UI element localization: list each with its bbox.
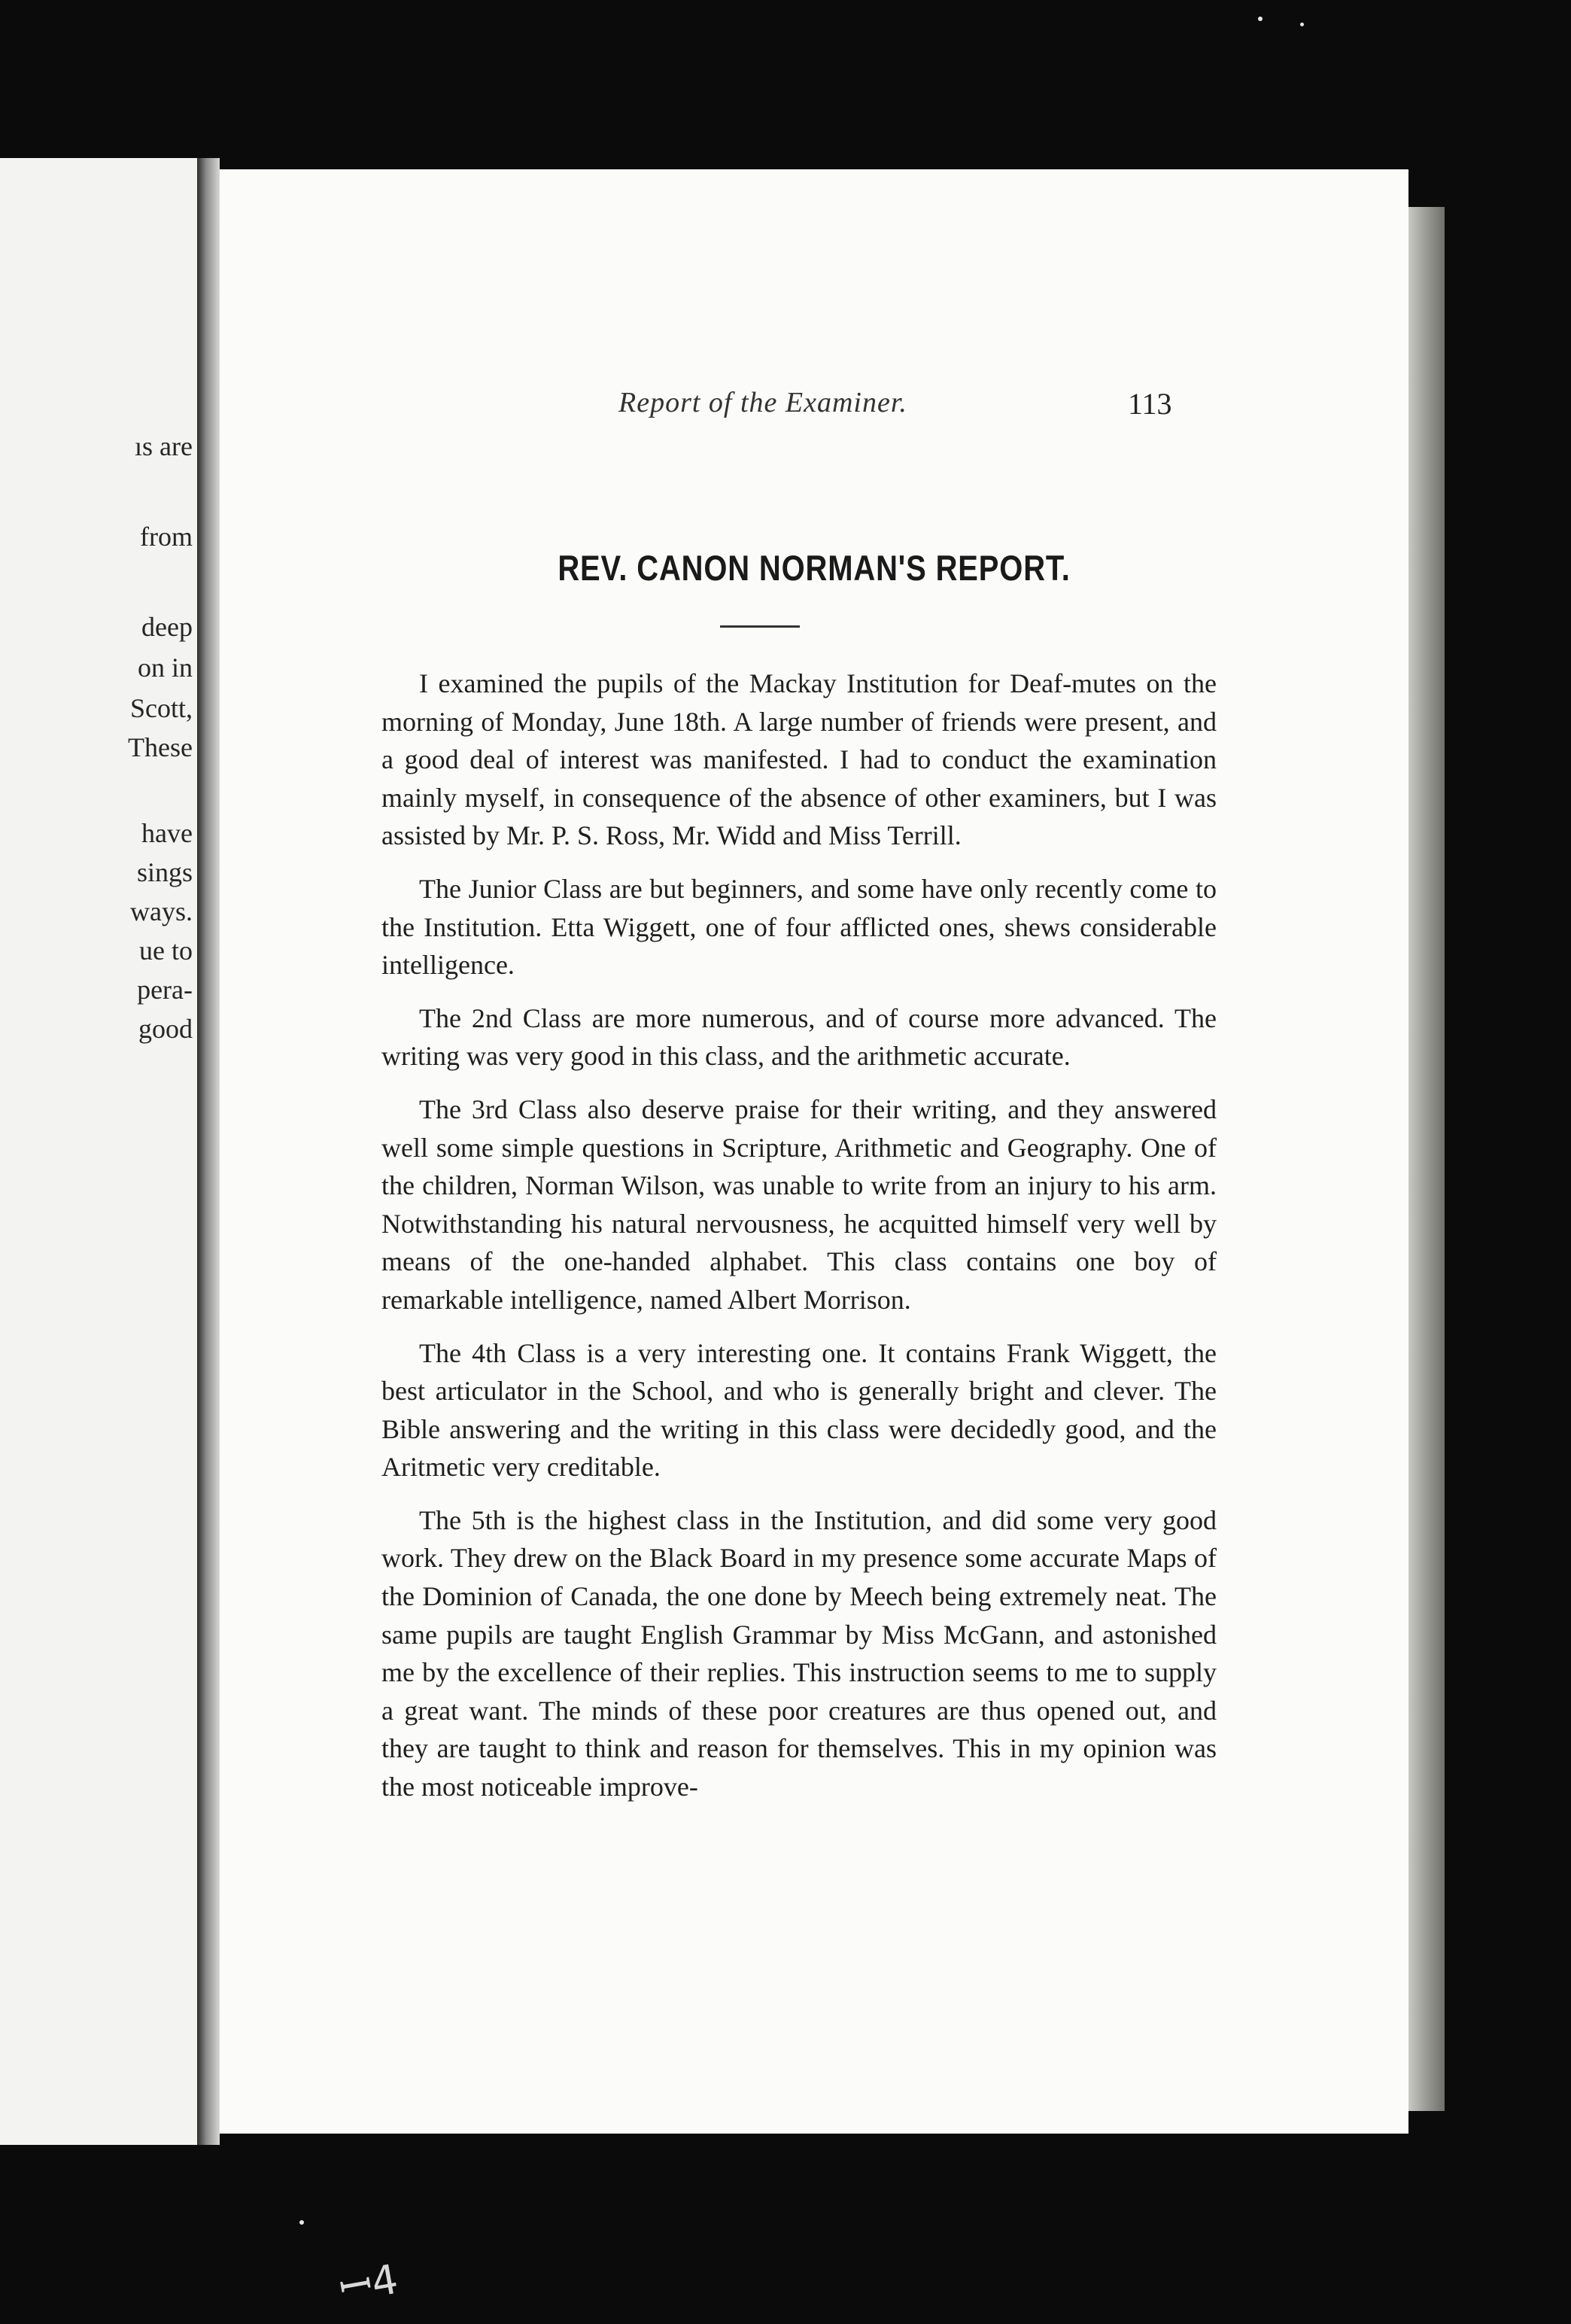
left-line: ue to <box>139 935 193 966</box>
paragraph: The 2nd Class are more numerous, and of course more advanced. The writing was very good in this class, and the arithmetic accurate. <box>381 1002 1217 1072</box>
left-line: sings <box>136 857 193 887</box>
title-rule <box>720 625 800 628</box>
left-line: on in <box>137 652 193 683</box>
running-head: Report of the Examiner. <box>618 387 907 418</box>
left-line: have <box>141 818 193 848</box>
report-body <box>381 665 1217 1821</box>
page-edge <box>1408 207 1445 2111</box>
paragraph: The 5th is the highest class in the Institution, and did some very good work. They drew on the Black Board in my presence some accurate Maps of the Dominion of Canada, the one done by Meech being extremely neat. The same pupils are taught English Grammar by Miss McGann, and astonished me by the excellence of their replies. This instruction seems to me to supply a great want. The minds of these poor creatures are thus opened out, and they are taught to think and reason for themselves. This in my opinion was the most noticeable improve- <box>381 1504 1217 1802</box>
scan-speck <box>299 2220 304 2225</box>
paragraph: The 3rd Class also deserve praise for their writing, and they answered well some simple questions in Scripture, Arithmetic and Geography. One of the children, Norman Wilson, was unable to write from an injury to his arm. Notwithstanding his natural nervousness, he acquitted himself very well by means of the one-handed alphabet. This class contains one boy of remarkable intelligence, named Albert Morrison. <box>381 1094 1217 1315</box>
scan-speck <box>1300 23 1304 26</box>
left-line: ways. <box>130 896 193 926</box>
left-line: from <box>140 522 193 552</box>
left-line: good <box>138 1014 193 1044</box>
left-line: pera- <box>137 975 193 1005</box>
report-title: REV. CANON NORMAN'S REPORT. <box>558 548 1071 588</box>
book-gutter <box>197 158 220 2145</box>
left-line: Scott, <box>129 693 193 723</box>
scan-speck <box>1258 17 1263 21</box>
right-page <box>220 169 1408 2134</box>
paragraph: The 4th Class is a very interesting one. It contains Frank Wiggett, the best articulator in the School, and who is generally bright and clever. The Bible answering and the writing in this class were decidedly good, and the Aritmetic very creditable. <box>381 1337 1217 1483</box>
left-line: These <box>128 732 193 762</box>
paragraph: The Junior Class are but beginners, and some have only recently come to the Institution. Etta Wiggett, one of four afflicted ones, shews considerable intelligence. <box>381 873 1217 981</box>
left-line: deep <box>141 612 193 642</box>
page-number: 113 <box>1128 387 1172 421</box>
paragraph: I examined the pupils of the Mackay Institution for Deaf-mutes on the morning of Monday, June 18th. A large number of friends were present, and a good deal of interest was manifested. I had to conduct the examination mainly myself, in consequence of the absence of other examiners, but I was assisted by Mr. P. S. Ross, Mr. Widd and Miss Terrill. <box>381 668 1217 851</box>
left-page-fragment <box>0 158 205 2145</box>
handwritten-mark: ꟷ4 <box>335 2255 402 2313</box>
left-line: ıs are <box>135 431 193 461</box>
